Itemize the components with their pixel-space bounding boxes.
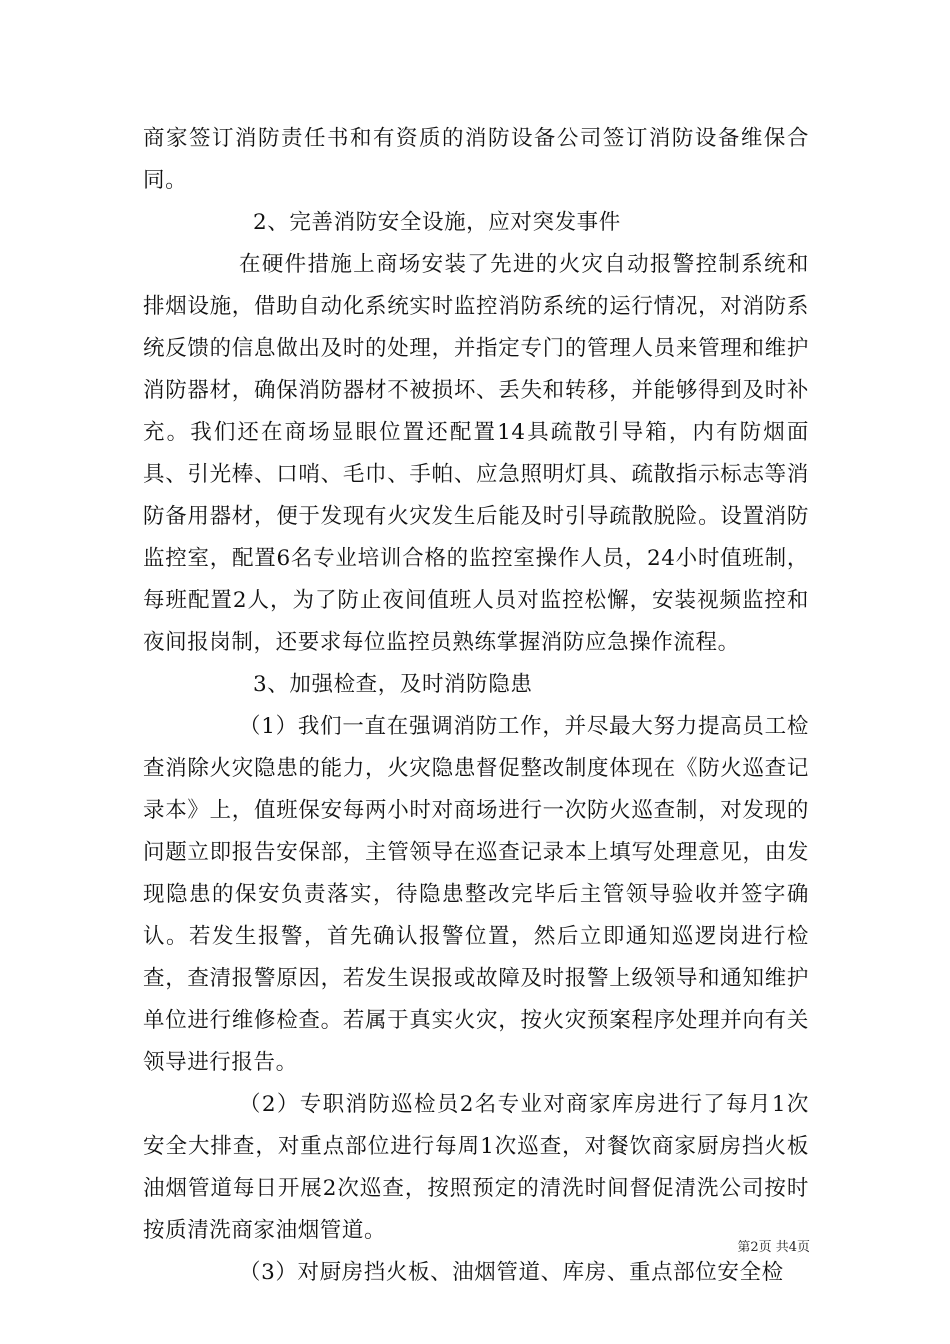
paragraph-continuation: 商家签订消防责任书和有资质的消防设备公司签订消防设备维保合同。 — [143, 126, 809, 193]
paragraph-facilities: 在硬件措施上商场安装了先进的火灾自动报警控制系统和排烟设施，借助自动化系统实时监控消防系统的运行情况，对消防系统反馈的信息做出及时的处理，并指定专门的管理人员来管理和维护消防器材，确保消防器材不被损坏、丢失和转移，并能够得到及时补充。我们还在商场显眼位置还配置14具疏散引导箱，内有防烟面具、引光棒、口哨、毛巾、手帕、应急照明灯具、疏散指示标志等消防备用器材，便于发现有火灾发生后能及时引导疏散脱险。设置消防监控室，配置6名专业培训合格的监控室操作人员，24小时值班制，每班配置2人，为了防止夜间值班人员对监控松懈，安装视频监控和夜间报岗制，还要求每位监控员熟练掌握消防应急操作流程。 — [143, 252, 809, 655]
section-heading-3: 3、加强检查，及时消防隐患 — [253, 672, 533, 697]
paragraph-item-2: （2）专职消防巡检员2名专业对商家库房进行了每月1次安全大排查，对重点部位进行每周1次巡查，对餐饮商家厨房挡火板油烟管道每日开展2次巡查，按照预定的清洗时间督促清洗公司按时按质清洗商家油烟管道。 — [143, 1092, 809, 1243]
section-heading-2: 2、完善消防安全设施，应对突发事件 — [253, 210, 621, 235]
page-number-footer: 第2页 共4页 — [737, 1240, 810, 1255]
paragraph-item-1: （1）我们一直在强调消防工作，并尽最大努力提高员工检查消除火灾隐患的能力，火灾隐患督促整改制度体现在《防火巡查记录本》上，值班保安每两小时对商场进行一次防火巡查制，对发现的问题立即报告安保部，主管领导在巡查记录本上填写处理意见，由发现隐患的保安负责落实，待隐患整改完毕后主管领导验收并签字确认。若发生报警，首先确认报警位置，然后立即通知巡逻岗进行检查，查清报警原因，若发生误报或故障及时报警上级领导和通知维护单位进行维修检查。若属于真实火灾，按火灾预案程序处理并向有关领导进行报告。 — [143, 714, 809, 1075]
document-body — [143, 118, 809, 1294]
paragraph-item-3: （3）对厨房挡火板、油烟管道、库房、重点部位安全检 — [239, 1260, 784, 1285]
